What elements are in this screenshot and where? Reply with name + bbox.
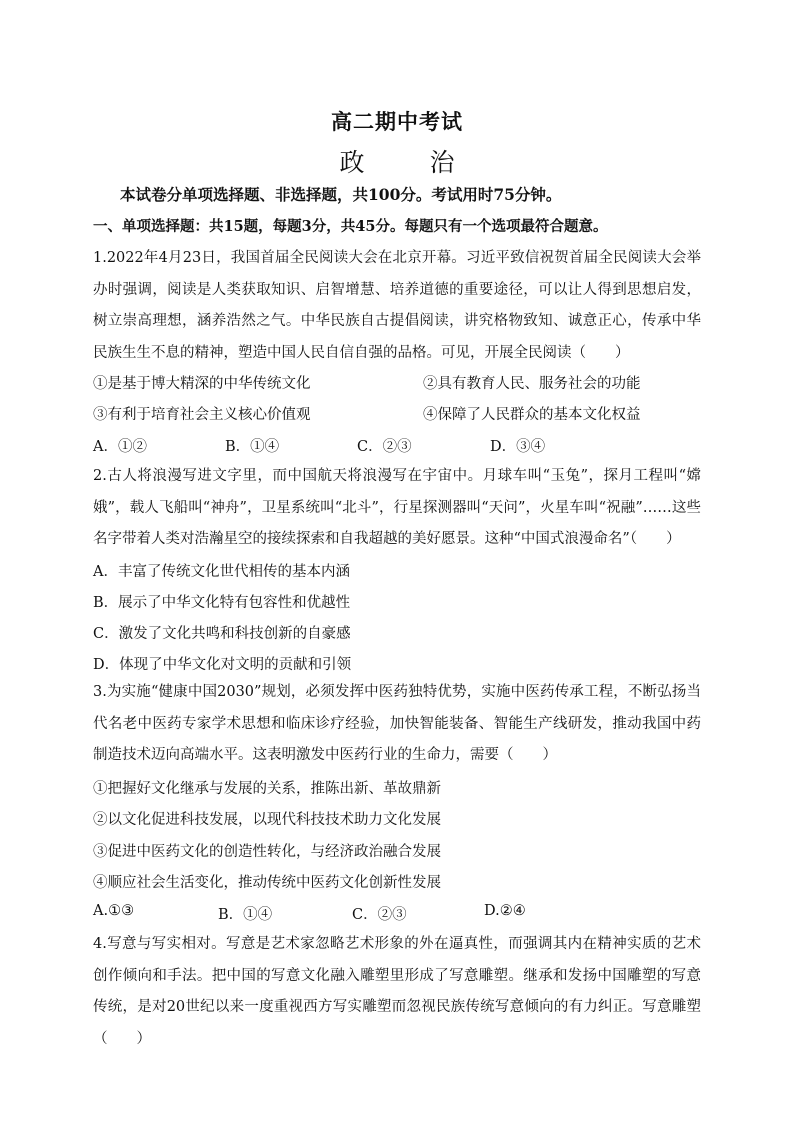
q2-option-a: A．丰富了传统文化世代相传的基本内涵 bbox=[93, 564, 350, 580]
q3-statement-2: ②以文化促进科技发展，以现代科技技术助力文化发展 bbox=[93, 812, 441, 828]
q1-option-a: A．①② bbox=[93, 439, 147, 455]
q3-option-c: C．②③ bbox=[352, 907, 407, 923]
q3-statement-1: ①把握好文化继承与发展的关系，推陈出新、革故鼎新 bbox=[93, 781, 441, 797]
exam-intro: 本试卷分单项选择题、非选择题，共100分。考试用时75分钟。 bbox=[120, 185, 562, 204]
question-1-stem: 1.2022年4月23日，我国首届全民阅读大会在北京开幕。习近平致信祝贺首届全民阅读大会举办时强调，阅读是人类获取知识、启智增慧、培养道德的重要途径，可以让人得到思想启发，树立崇高理想，涵养浩然之气。中华民族自古提倡阅读，讲究格物致知、诚意正心，传承中华民族生生不息的精神，塑造中国人民自信自强的品格。可见，开展全民阅读（ ） bbox=[93, 250, 701, 361]
q2-option-d: D．体现了中华文化对文明的贡献和引领 bbox=[93, 657, 352, 673]
question-4-stem: 4.写意与写实相对。写意是艺术家忽略艺术形象的外在逼真性，而强调其内在精神实质的艺术创作倾向和手法。把中国的写意文化融入雕塑里形成了写意雕塑。继承和发扬中国雕塑的写意传统，是对20世纪以来一度重视西方写实雕塑而忽视民族传统写意倾向的有力纠正。写意雕塑（ ） bbox=[93, 936, 701, 1047]
q3-statement-3: ③促进中医药文化的创造性转化，与经济政治融合发展 bbox=[93, 844, 441, 860]
q2-option-b: B．展示了中华文化特有包容性和优越性 bbox=[93, 595, 351, 611]
q1-statement-3: ③有利于培育社会主义核心价值观 bbox=[93, 407, 311, 423]
q3-option-b: B．①④ bbox=[218, 907, 273, 923]
q1-statement-1: ①是基于博大精深的中华传统文化 bbox=[93, 376, 311, 392]
q1-statement-2: ②具有教育人民、服务社会的功能 bbox=[423, 376, 641, 392]
q3-option-a: A.①③ bbox=[93, 903, 135, 919]
question-2-stem: 2.古人将浪漫写进文字里，而中国航天将浪漫写在宇宙中。月球车叫“玉兔”，探月工程叫“嫦娥”，载人飞船叫“神舟”，卫星系统叫“北斗”，行星探测器叫“天问”，火星车叫“祝融”……这些名字带着人类对浩瀚星空的接续探索和自我超越的美好愿景。这种“中国式浪漫命名”（ ） bbox=[93, 468, 701, 547]
q3-statement-4: ④顺应社会生活变化，推动传统中医药文化创新性发展 bbox=[93, 875, 441, 891]
exam-title: 高二期中考试 bbox=[331, 109, 463, 134]
section-heading: 一、单项选择题：共15题，每题3分，共45分。每题只有一个选项最符合题意。 bbox=[93, 218, 608, 235]
q2-option-c: C．激发了文化共鸣和科技创新的自豪感 bbox=[93, 626, 351, 642]
q3-option-d: D.②④ bbox=[484, 903, 526, 919]
q1-option-d: D．③④ bbox=[490, 439, 546, 455]
q1-option-c: C．②③ bbox=[357, 439, 412, 455]
q1-statement-4: ④保障了人民群众的基本文化权益 bbox=[423, 407, 641, 423]
subject-title: 政 治 bbox=[339, 148, 475, 177]
question-3-stem: 3.为实施“健康中国2030”规划，必须发挥中医药独特优势，实施中医药传承工程，不断弘扬当代名老中医药专家学术思想和临床诊疗经验，加快智能装备、智能生产线研发，推动我国中药制造技术迈向高端水平。这表明激发中医药行业的生命力，需要（ ） bbox=[93, 684, 701, 763]
q1-option-b: B．①④ bbox=[225, 439, 280, 455]
